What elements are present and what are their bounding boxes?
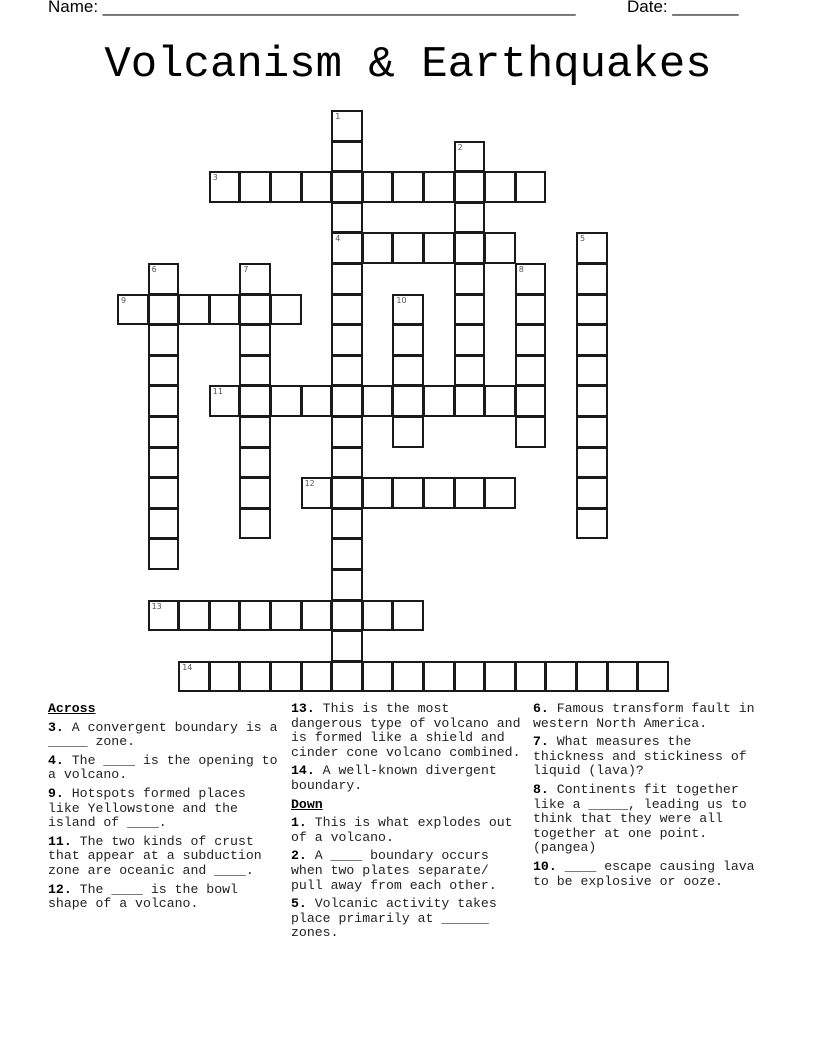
grid-cell[interactable] xyxy=(392,477,424,509)
grid-cell[interactable] xyxy=(454,477,486,509)
grid-cell[interactable] xyxy=(148,600,180,632)
grid-cell[interactable] xyxy=(392,324,424,356)
grid-cell[interactable] xyxy=(454,385,486,417)
grid-cell[interactable] xyxy=(576,385,608,417)
clue-text: ____ escape causing lava to be explosive or ooze. xyxy=(533,858,763,889)
clues-column-1 xyxy=(48,701,286,916)
grid-cell[interactable] xyxy=(331,508,363,540)
grid-cell[interactable] xyxy=(576,232,608,264)
clue-number: 11. xyxy=(48,833,72,849)
grid-cell[interactable] xyxy=(239,661,271,693)
grid-cell[interactable] xyxy=(239,447,271,479)
grid-cell[interactable] xyxy=(423,661,455,693)
clue-down-6 xyxy=(533,702,768,731)
grid-cell[interactable] xyxy=(148,355,180,387)
grid-cell[interactable] xyxy=(423,385,455,417)
grid-cell[interactable] xyxy=(270,385,302,417)
grid-cell[interactable] xyxy=(454,171,486,203)
grid-cell[interactable] xyxy=(576,324,608,356)
name-label: Name: xyxy=(48,0,99,16)
grid-cell[interactable] xyxy=(239,171,271,203)
grid-cell[interactable] xyxy=(392,385,424,417)
grid-cell[interactable] xyxy=(331,569,363,601)
grid-cell[interactable] xyxy=(515,416,547,448)
grid-cell[interactable] xyxy=(331,385,363,417)
grid-cell[interactable] xyxy=(209,661,241,693)
grid-cell[interactable] xyxy=(392,294,424,326)
grid-cell[interactable] xyxy=(362,600,394,632)
grid-cell[interactable] xyxy=(209,385,241,417)
clue-number: 8. xyxy=(533,781,549,797)
grid-cell[interactable] xyxy=(515,355,547,387)
grid-cell[interactable] xyxy=(576,416,608,448)
cell-number: 11 xyxy=(212,387,223,397)
grid-cell[interactable] xyxy=(117,294,149,326)
cell-number: 6 xyxy=(151,265,157,274)
grid-cell[interactable] xyxy=(331,630,363,662)
cell-number: 13 xyxy=(151,601,162,611)
grid-cell[interactable] xyxy=(148,447,180,479)
grid-cell[interactable] xyxy=(362,385,394,417)
grid-cell[interactable] xyxy=(239,385,271,417)
grid-cell[interactable] xyxy=(178,600,210,632)
grid-cell[interactable] xyxy=(239,600,271,632)
grid-cell[interactable] xyxy=(209,600,241,632)
grid-cell[interactable] xyxy=(148,416,180,448)
grid-cell[interactable] xyxy=(576,263,608,295)
cell-number: 12 xyxy=(304,479,315,489)
grid-cell[interactable] xyxy=(148,385,180,417)
clue-across-13 xyxy=(291,701,529,760)
grid-cell[interactable] xyxy=(148,477,180,509)
cell-number: 5 xyxy=(580,234,586,244)
grid-cell[interactable] xyxy=(545,661,577,693)
grid-cell[interactable] xyxy=(239,355,271,387)
grid-cell[interactable] xyxy=(392,416,424,448)
clue-text: A convergent boundary is a _____ zone. xyxy=(48,719,286,750)
grid-cell[interactable] xyxy=(148,324,180,356)
clue-down-10 xyxy=(533,860,768,889)
grid-cell[interactable] xyxy=(301,385,333,417)
grid-cell[interactable] xyxy=(423,477,455,509)
grid-cell[interactable] xyxy=(301,600,333,632)
grid-cell[interactable] xyxy=(331,600,363,632)
grid-cell[interactable] xyxy=(576,447,608,479)
grid-cell[interactable] xyxy=(576,294,608,326)
clue-number: 1. xyxy=(291,815,307,831)
date-blank[interactable]: _______ xyxy=(667,0,739,16)
grid-cell[interactable] xyxy=(484,171,516,203)
clue-text: Hotspots formed places like Yellowstone and the island of ____. xyxy=(48,785,254,831)
grid-cell[interactable] xyxy=(362,171,394,203)
cell-number: 4 xyxy=(335,234,341,244)
clue-text: Volcanic activity takes place primarily at ______ zones. xyxy=(291,896,505,941)
clue-number: 9. xyxy=(48,785,64,801)
grid-cell[interactable] xyxy=(362,477,394,509)
grid-cell[interactable] xyxy=(392,232,424,264)
cell-number: 2 xyxy=(457,142,463,152)
grid-cell[interactable] xyxy=(239,508,271,540)
clue-number: 6. xyxy=(533,701,549,716)
grid-cell[interactable] xyxy=(209,171,241,203)
grid-cell[interactable] xyxy=(454,294,486,326)
down-heading: Down xyxy=(291,796,323,812)
across-heading: Across xyxy=(48,701,96,716)
clue-across-9 xyxy=(48,787,283,831)
grid-cell[interactable] xyxy=(331,355,363,387)
grid-cell[interactable] xyxy=(331,294,363,326)
clue-text: Continents fit together like a _____, leading us to think that they were all together at one point. (pangea) xyxy=(533,781,755,856)
clue-number: 13. xyxy=(291,701,315,716)
grid-cell[interactable] xyxy=(301,171,333,203)
grid-cell[interactable] xyxy=(362,661,394,693)
grid-cell[interactable] xyxy=(454,661,486,693)
grid-cell[interactable] xyxy=(209,294,241,326)
grid-cell[interactable] xyxy=(239,263,271,295)
clue-number: 12. xyxy=(48,881,72,897)
clue-number: 10. xyxy=(533,858,557,874)
grid-cell[interactable] xyxy=(331,110,363,142)
clue-down-1 xyxy=(291,816,526,845)
clue-text: A well-known divergent boundary. xyxy=(291,763,505,793)
grid-cell[interactable] xyxy=(270,294,302,326)
clue-text: This is the most dangerous type of volcano and is formed like a shield and cinder cone volcano combined. xyxy=(291,701,529,760)
grid-cell[interactable] xyxy=(515,294,547,326)
clue-across-14 xyxy=(291,764,526,793)
clue-text: The ____ is the opening to a volcano. xyxy=(48,752,286,783)
grid-cell[interactable] xyxy=(178,661,210,693)
clue-across-4 xyxy=(48,752,286,783)
clue-number: 4. xyxy=(48,752,64,768)
grid-cell[interactable] xyxy=(331,661,363,693)
grid-cell[interactable] xyxy=(148,538,180,570)
grid-cell[interactable] xyxy=(515,324,547,356)
clue-across-12 xyxy=(48,883,283,912)
grid-cell[interactable] xyxy=(270,600,302,632)
grid-cell[interactable] xyxy=(423,171,455,203)
grid-cell[interactable] xyxy=(515,263,547,295)
grid-cell[interactable] xyxy=(270,171,302,203)
grid-cell[interactable] xyxy=(239,324,271,356)
grid-cell[interactable] xyxy=(454,324,486,356)
grid-cell[interactable] xyxy=(454,141,486,173)
grid-cell[interactable] xyxy=(331,232,363,264)
grid-cell[interactable] xyxy=(484,477,516,509)
grid-cell[interactable] xyxy=(239,294,271,326)
clue-down-2 xyxy=(291,849,526,893)
cell-number: 3 xyxy=(212,173,218,183)
clue-text: What measures the thickness and stickiness of liquid (lava)? xyxy=(533,734,755,779)
grid-cell[interactable] xyxy=(454,263,486,295)
clue-down-8 xyxy=(533,783,768,856)
grid-cell[interactable] xyxy=(515,385,547,417)
grid-cell[interactable] xyxy=(392,600,424,632)
grid-cell[interactable] xyxy=(454,355,486,387)
grid-cell[interactable] xyxy=(392,355,424,387)
grid-cell[interactable] xyxy=(148,508,180,540)
grid-cell[interactable] xyxy=(484,661,516,693)
name-blank[interactable]: __________________________________________________ xyxy=(98,0,576,16)
grid-cell[interactable] xyxy=(515,661,547,693)
grid-cell[interactable] xyxy=(148,263,180,295)
clue-text: This is what explodes out of a volcano. xyxy=(291,815,521,845)
grid-cell[interactable] xyxy=(301,661,333,693)
clue-down-7 xyxy=(533,735,768,779)
cell-number: 7 xyxy=(243,265,249,274)
clue-text: Famous transform fault in western North America. xyxy=(533,701,763,731)
clue-number: 5. xyxy=(291,896,307,912)
grid-cell[interactable] xyxy=(392,661,424,693)
grid-cell[interactable] xyxy=(331,538,363,570)
grid-cell[interactable] xyxy=(270,661,302,693)
grid-cell[interactable] xyxy=(607,661,639,693)
grid-cell[interactable] xyxy=(331,141,363,173)
clues-column-2 xyxy=(291,701,529,945)
grid-cell[interactable] xyxy=(637,661,669,693)
grid-cell[interactable] xyxy=(484,385,516,417)
grid-cell[interactable] xyxy=(576,477,608,509)
clue-across-11 xyxy=(48,835,283,879)
grid-cell[interactable] xyxy=(239,477,271,509)
clue-number: 14. xyxy=(291,763,315,779)
grid-cell[interactable] xyxy=(576,661,608,693)
grid-cell[interactable] xyxy=(239,416,271,448)
clue-text: The ____ is the bowl shape of a volcano. xyxy=(48,881,246,912)
grid-cell[interactable] xyxy=(576,508,608,540)
grid-cell[interactable] xyxy=(362,232,394,264)
cell-number: 10 xyxy=(396,295,407,305)
clue-across-3 xyxy=(48,719,286,750)
clue-number: 3. xyxy=(48,719,64,735)
clue-down-5 xyxy=(291,897,526,941)
grid-cell[interactable] xyxy=(148,294,180,326)
grid-cell[interactable] xyxy=(331,263,363,295)
grid-cell[interactable] xyxy=(454,202,486,234)
date-label: Date: xyxy=(627,0,668,16)
grid-cell[interactable] xyxy=(178,294,210,326)
grid-cell[interactable] xyxy=(331,447,363,479)
grid-cell[interactable] xyxy=(331,202,363,234)
grid-cell[interactable] xyxy=(331,477,363,509)
cell-number: 1 xyxy=(335,112,341,121)
grid-cell[interactable] xyxy=(392,171,424,203)
grid-cell[interactable] xyxy=(484,232,516,264)
clues-column-3 xyxy=(533,702,768,893)
grid-cell[interactable] xyxy=(454,232,486,264)
grid-cell[interactable] xyxy=(576,355,608,387)
page-title: Volcanism & Earthquakes xyxy=(104,40,712,90)
clue-text: The two kinds of crust that appear at a subduction zone are oceanic and ____. xyxy=(48,833,270,878)
cell-number: 8 xyxy=(518,265,524,274)
clue-number: 7. xyxy=(533,734,549,750)
cell-number: 9 xyxy=(121,295,127,305)
grid-cell[interactable] xyxy=(331,171,363,203)
clue-text: A ____ boundary occurs when two plates separate/ pull away from each other. xyxy=(291,848,497,893)
grid-cell[interactable] xyxy=(301,477,333,509)
clue-number: 2. xyxy=(291,848,307,864)
grid-cell[interactable] xyxy=(331,324,363,356)
grid-cell[interactable] xyxy=(515,171,547,203)
cell-number: 14 xyxy=(182,662,193,672)
grid-cell[interactable] xyxy=(423,232,455,264)
grid-cell[interactable] xyxy=(331,416,363,448)
